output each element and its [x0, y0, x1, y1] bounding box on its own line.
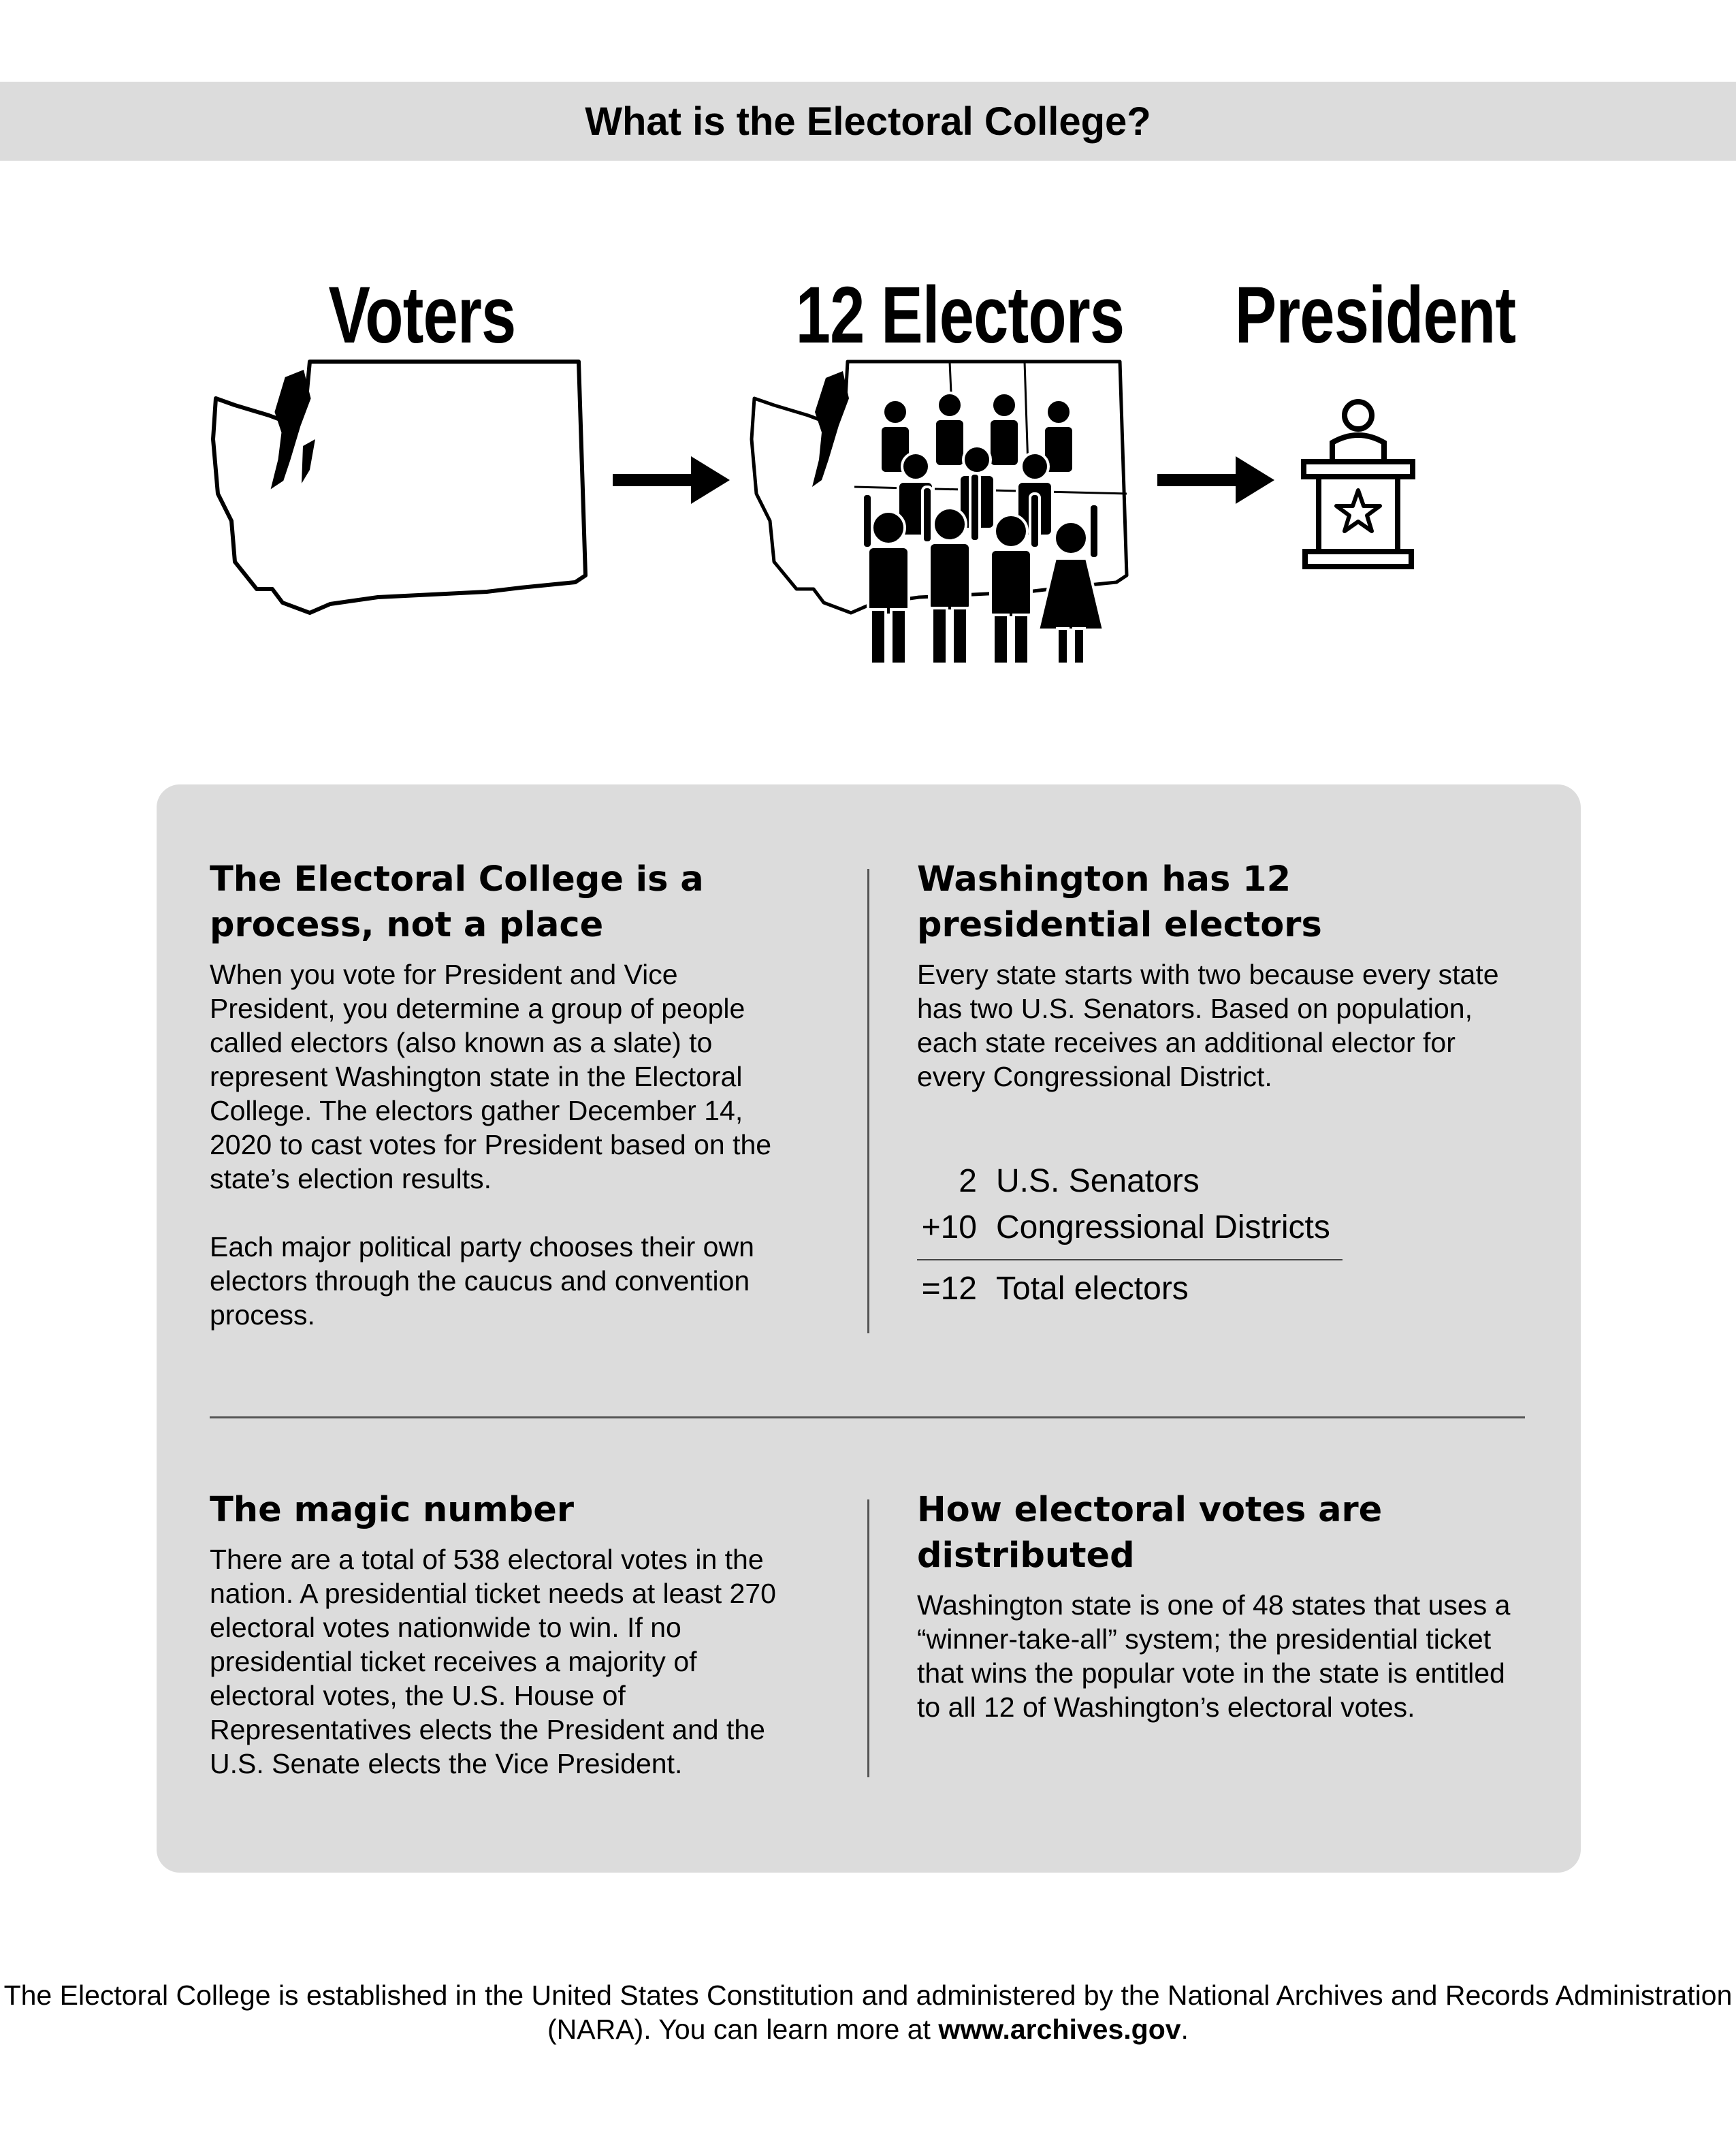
- column-divider: [867, 1499, 869, 1777]
- electors-paragraph: Every state starts with two because every state has two U.S. Senators. Based on population, each state receives an additional elector for every Congressional District.: [917, 959, 1499, 1092]
- process-paragraph: When you vote for President and Vice President, you determine a group of people called electors (also known as a slate) to represent Washington state in the Electoral College. The electors gather December 14, 2020 to cast votes for President based on the state’s election results.: [210, 959, 772, 1194]
- tally-row: [917, 1162, 1353, 1209]
- washington-state-map-icon: [208, 358, 596, 616]
- page-title: What is the Electoral College?: [585, 99, 1151, 144]
- tally-label: Total electors: [996, 1271, 1189, 1307]
- magic-number-paragraph: There are a total of 538 electoral votes in the nation. A presidential ticket needs at least 270 electoral votes nationwide to win. If no presidential ticket receives a majority of electoral votes, the U.S. House of Representatives elects the President and the U.S. Senate elects the Vice President.: [210, 1544, 776, 1779]
- president-label: President: [1234, 270, 1516, 360]
- column-divider: [867, 869, 869, 1333]
- electors-label: 12 Electors: [795, 270, 1125, 360]
- row-divider: [210, 1416, 1525, 1418]
- footer-period: .: [1180, 2014, 1189, 2045]
- podium-star-icon: [1297, 395, 1419, 572]
- arrow-right-icon: [1157, 453, 1276, 507]
- magic-number-heading: The magic number: [210, 1490, 574, 1530]
- voters-label: Voters: [328, 270, 516, 360]
- distribution-heading: How electoral votes are distributed: [917, 1490, 1383, 1576]
- tally-total-row: [917, 1270, 1353, 1316]
- process-heading: The Electoral College is a process, not a place: [210, 859, 704, 945]
- tally-sum-line: [917, 1259, 1343, 1260]
- distribution-section: [917, 1487, 1530, 1724]
- electors-group-icon: [854, 392, 1113, 664]
- footer: [0, 1978, 1736, 2046]
- tally-row: [917, 1209, 1353, 1255]
- electors-tally: [917, 1162, 1353, 1316]
- arrow-right-icon: [613, 453, 732, 507]
- process-paragraph-2: Each major political party chooses their own electors through the caucus and convention process.: [210, 1231, 754, 1331]
- tally-number: 2: [959, 1163, 977, 1199]
- electors-section: [917, 857, 1530, 1094]
- electors-heading: Washington has 12 presidential electors: [917, 859, 1322, 945]
- title-bar: [0, 82, 1736, 161]
- distribution-paragraph: Washington state is one of 48 states that uses a “winner-take-all” system; the presidential ticket that wins the popular vote in the state is entitled to all 12 of Washington’s electoral votes.: [917, 1589, 1511, 1723]
- tally-number: =12: [921, 1271, 977, 1307]
- info-panel: [157, 784, 1581, 1873]
- tally-number: +10: [921, 1209, 977, 1245]
- footer-link[interactable]: www.archives.gov: [938, 2014, 1181, 2045]
- process-section: [210, 857, 809, 1332]
- tally-label: U.S. Senators: [996, 1163, 1200, 1199]
- magic-number-section: [210, 1487, 809, 1781]
- tally-label: Congressional Districts: [996, 1209, 1330, 1245]
- footer-text: The Electoral College is established in the United States Constitution and administered by the National Archives and Records Administration (NARA). You can learn more at: [3, 1980, 1733, 2045]
